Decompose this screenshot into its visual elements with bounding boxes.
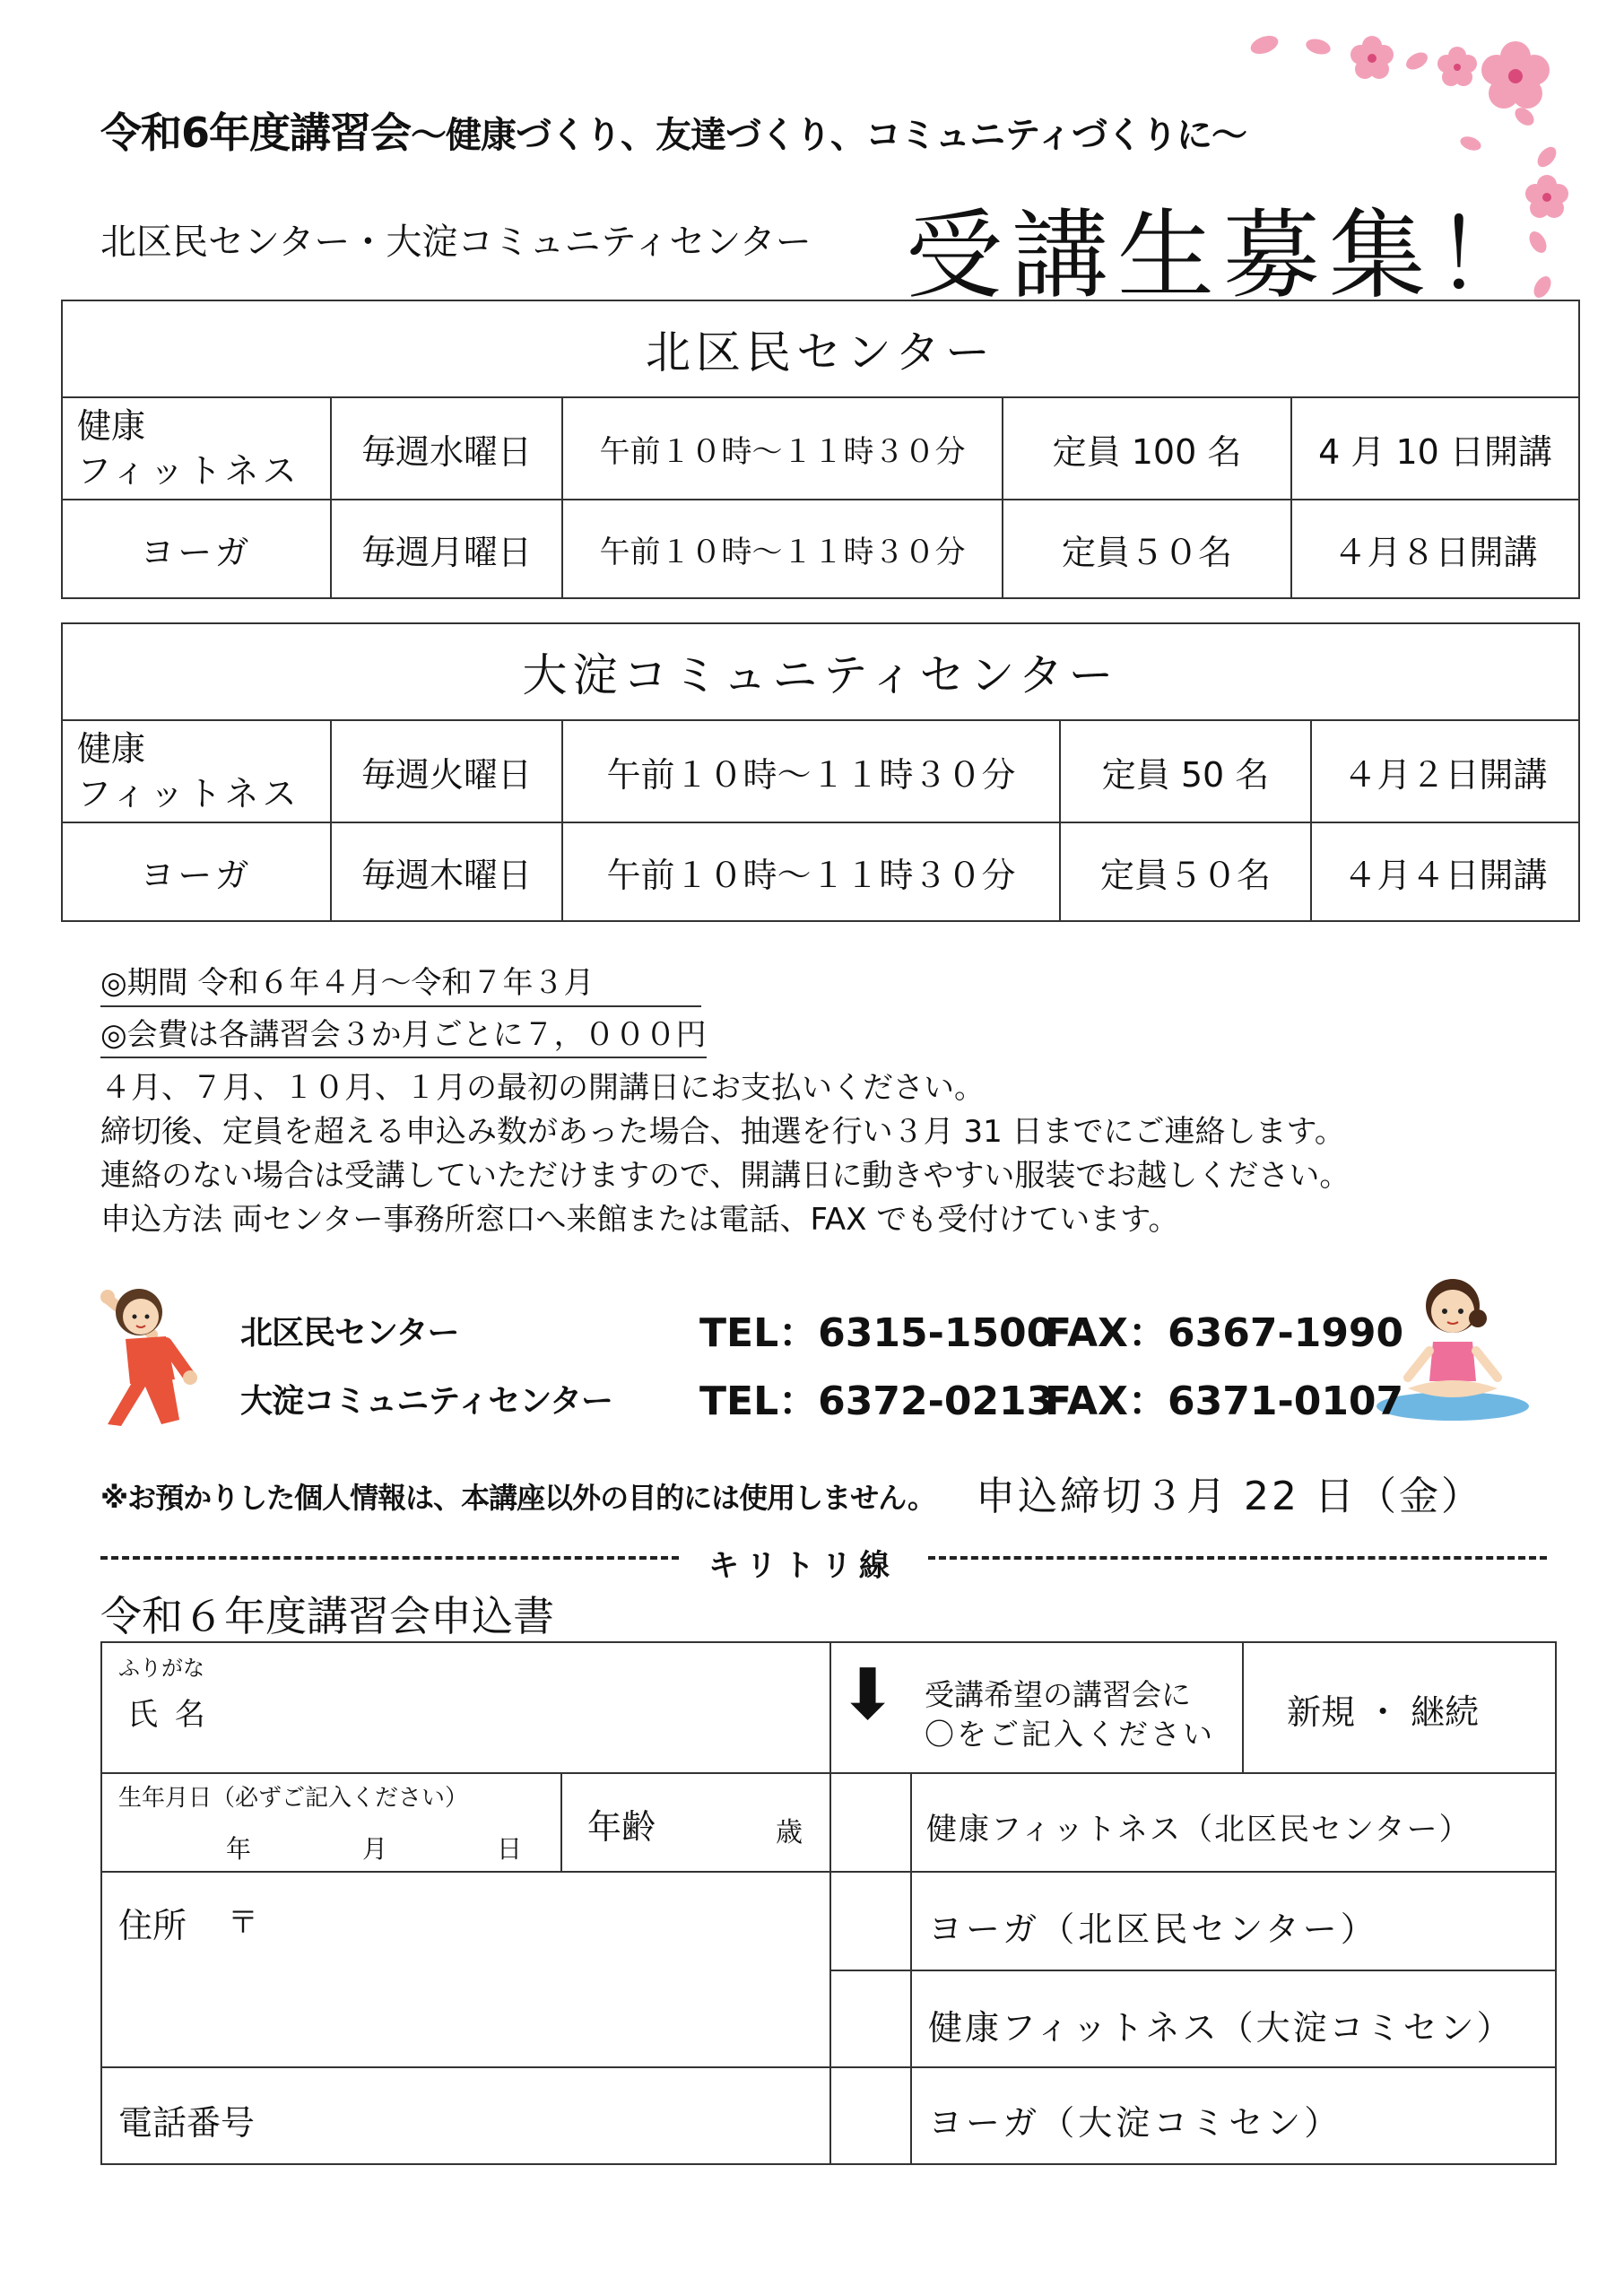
table-row [62, 500, 1579, 598]
course-cell: ヨーガ [62, 500, 331, 598]
lottery-note: 締切後、定員を超える申込み数があった場合、抽選を行い３月 31 日までにご連絡します。 [100, 1114, 1345, 1150]
month-label: 月 [362, 1834, 388, 1864]
postal-mark: 〒 [228, 1905, 258, 1941]
table-title: 大淀コミュニティセンター [62, 623, 1579, 720]
address-field[interactable] [100, 1871, 831, 2068]
birthdate-label: 生年月日（必ずご記入ください） [118, 1785, 469, 1812]
furigana-label: ふりがな [118, 1656, 204, 1681]
deadline: 申込締切３月 22 日（金） [976, 1474, 1483, 1519]
start-cell: ４月４日開講 [1311, 822, 1579, 921]
capacity-cell: 定員５０名 [1060, 822, 1311, 921]
age-unit: 歳 [776, 1817, 803, 1848]
big-title: 受講生募集！ [906, 200, 1541, 312]
time-cell: 午前１０時～１１時３０分 [562, 500, 1003, 598]
phone-label: 電話番号 [118, 2103, 256, 2143]
day-cell: 毎週水曜日 [331, 397, 562, 500]
course-checkbox-3[interactable] [829, 1970, 912, 2068]
course-cell: 健康 フィットネス [62, 397, 331, 500]
time-cell: 午前１０時～１１時３０分 [562, 720, 1060, 822]
contact-fax-oyodo: FAX：6371-0107 [1045, 1378, 1404, 1424]
fee-note: ◎会費は各講習会３か月ごとに７，０００円 [100, 1010, 707, 1054]
table-row [62, 397, 1579, 500]
capacity-cell: 定員 100 名 [1003, 397, 1291, 500]
year-label: 年 [226, 1834, 252, 1864]
capacity-cell: 定員 50 名 [1060, 720, 1311, 822]
time-cell: 午前１０時～１１時３０分 [562, 822, 1060, 921]
contact-tel-kita: TEL：6315-1500 [699, 1310, 1055, 1356]
course-option-2: ヨーガ（北区民センター） [910, 1871, 1557, 1971]
address-label: 住所 [118, 1906, 187, 1945]
exercising-girl-illustration [90, 1272, 215, 1433]
course-checkbox-2[interactable] [829, 1871, 912, 1971]
course-checkbox-1[interactable] [829, 1772, 912, 1873]
course-cell: 健康 フィットネス [62, 720, 331, 822]
cherry-blossom-icon [1350, 36, 1394, 79]
payment-note: ４月、７月、１０月、１月の最初の開講日にお支払いください。 [100, 1070, 985, 1106]
name-label: 氏 名 [127, 1697, 209, 1733]
instruction-line2: 〇をご記入ください [925, 1717, 1215, 1752]
down-arrow-icon: ⬇ [838, 1655, 898, 1735]
contact-tel-oyodo: TEL：6372-0213 [699, 1378, 1055, 1424]
headline-main: 令和6年度講習会 [100, 109, 412, 157]
day-cell: 毎週月曜日 [331, 500, 562, 598]
table-row [62, 720, 1579, 822]
instruction-line1: 受講希望の講習会に [925, 1677, 1191, 1712]
period-note: ◎期間 令和６年４月～令和７年３月 [100, 958, 701, 1007]
application-method-note: 申込方法 両センター事務所窓口へ来館または電話、FAX でも受付けています。 [100, 1202, 1179, 1238]
privacy-notice: ※お預かりした個人情報は、本講座以外の目的には使用しません。 [100, 1481, 936, 1515]
capacity-cell: 定員５０名 [1003, 500, 1291, 598]
instruction-cell [829, 1641, 1244, 1774]
time-cell: 午前１０時～１１時３０分 [562, 397, 1003, 500]
attendance-note: 連絡のない場合は受講していただけますので、開講日に動きやすい服装でお越しください。 [100, 1158, 1350, 1194]
form-title: 令和６年度講習会申込書 [100, 1592, 554, 1640]
day-label: 日 [497, 1834, 523, 1864]
age-label: 年齢 [587, 1807, 656, 1847]
table-title: 北区民センター [62, 300, 1579, 397]
start-cell: ４月８日開講 [1291, 500, 1579, 598]
cherry-blossom-icon [1481, 41, 1550, 109]
start-cell: 4 月 10 日開講 [1291, 397, 1579, 500]
course-option-4: ヨーガ（大淀コミセン） [910, 2066, 1557, 2165]
course-cell: ヨーガ [62, 822, 331, 921]
phone-field[interactable] [100, 2066, 831, 2165]
course-option-3: 健康フィットネス（大淀コミセン） [910, 1970, 1557, 2068]
subhead: 北区民センター・大淀コミュニティセンター [100, 222, 812, 263]
course-checkbox-4[interactable] [829, 2066, 912, 2165]
contact-name-kita: 北区民センター [240, 1315, 459, 1352]
new-or-continue-label: 新規 ・ 継続 [1287, 1692, 1480, 1732]
course-option-1: 健康フィットネス（北区民センター） [910, 1772, 1557, 1873]
day-cell: 毎週火曜日 [331, 720, 562, 822]
headline [100, 100, 1246, 160]
kita-schedule-table [61, 300, 1580, 599]
name-field[interactable] [100, 1641, 831, 1774]
contact-name-oyodo: 大淀コミュニティセンター [240, 1383, 612, 1420]
contact-fax-kita: FAX：6367-1990 [1045, 1310, 1404, 1356]
day-cell: 毎週木曜日 [331, 822, 562, 921]
table-row [62, 822, 1579, 921]
headline-sub: ～健康づくり、友達づくり、コミュニティづくりに～ [411, 115, 1247, 156]
cut-line-left [100, 1556, 679, 1560]
start-cell: ４月２日開講 [1311, 720, 1579, 822]
oyodo-schedule-table [61, 622, 1580, 922]
birthdate-field[interactable] [100, 1772, 562, 1873]
cherry-blossom-icon [1437, 47, 1477, 86]
age-field[interactable] [560, 1772, 831, 1873]
cut-line-right [928, 1556, 1547, 1560]
new-or-continue-field[interactable] [1242, 1641, 1557, 1774]
cut-line-label: キリトリ線 [708, 1548, 897, 1584]
